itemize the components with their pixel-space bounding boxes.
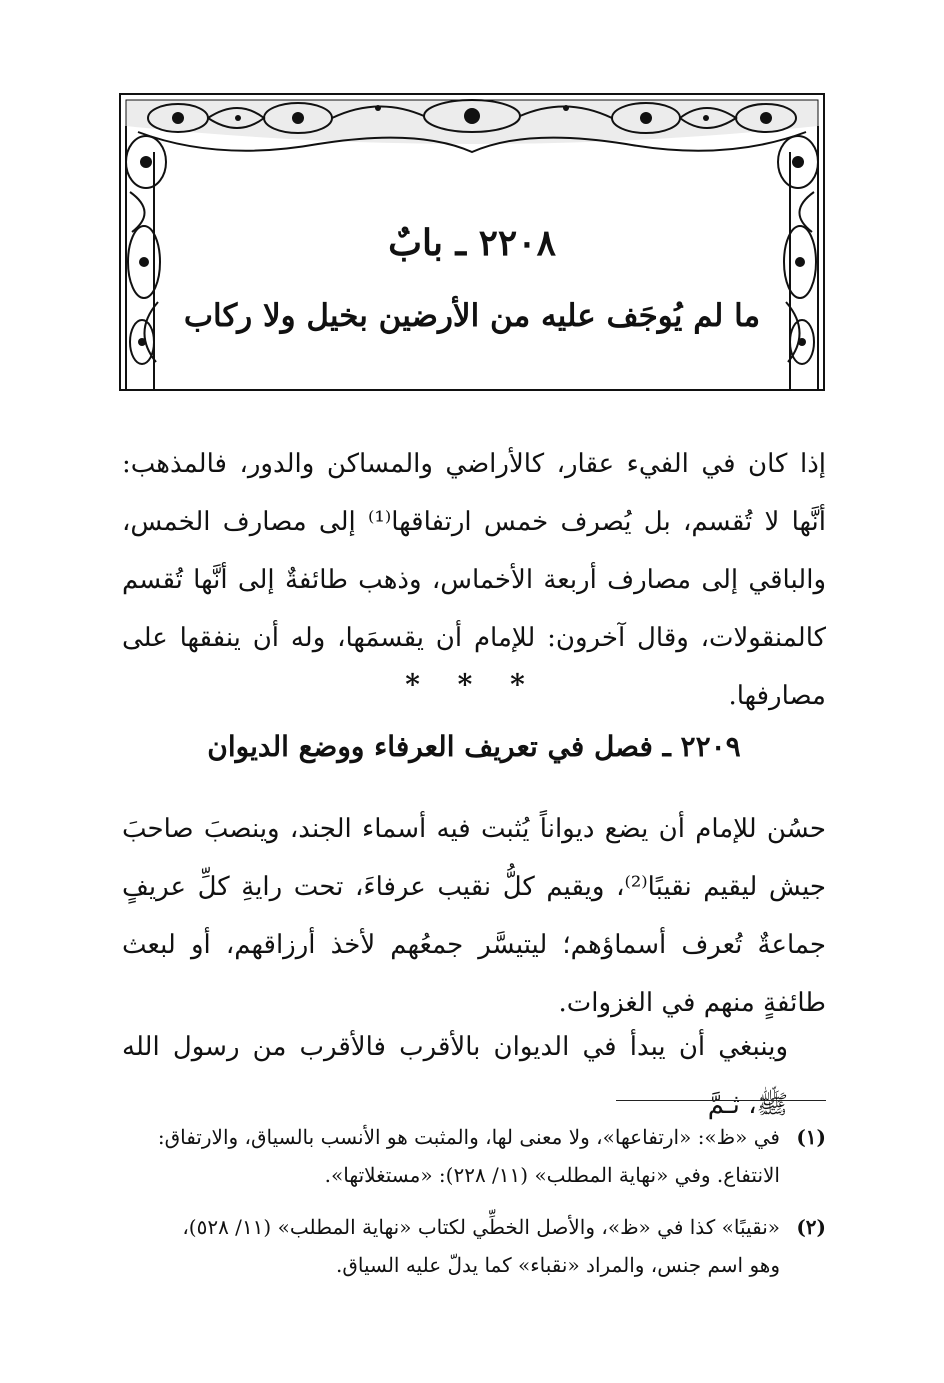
paragraph: حسُن للإمام أن يضع ديواناً يُثبت فيه أسماء الجند، وينصبَ صاحبَ جيش ليقيم نقيبًا⁽²⁾، ويقيم كلُّ نقيب عرفاءَ، تحت رايةِ كلِّ عريفٍ جماعةٌ تُعرف أسماؤهم؛ ليتيسَّر جمعُهم لأخذ أرزاقهم، أو لبعث طائفةٍ منهم في الغزوات. bbox=[122, 814, 827, 1018]
footnote-text: «نقيبًا» كذا في «ظ»، والأصل الخطِّي لكتاب «نهاية المطلب» (١١/ ٥٢٨)، bbox=[182, 1215, 780, 1239]
paragraph: إذا كان في الفيء عقار، كالأراضي والمساكن والدور، فالمذهب: أنَّها لا تُقسم، بل يُصرف خمس ارتفاقها⁽¹⁾ إلى مصارف الخمس، والباقي إلى مصارف أربعة الأخماس، وذهب طائفةٌ إلى أنَّها تُقسم كالمنقولات، وقال آخرون: للإمام أن يقسمَها، وله أن ينفقها على مصارفها. bbox=[122, 449, 826, 711]
footnote-divider bbox=[616, 1100, 826, 1101]
footnote-continuation: وهو اسم جنس، والمراد «نقباء» كما يدلّ عليه السياق. bbox=[335, 1253, 780, 1277]
footnote bbox=[122, 1118, 826, 1194]
chapter-subtitle: ما لم يُوجَف عليه من الأرضين بخيل ولا ركاب bbox=[183, 298, 761, 334]
footnote-line bbox=[122, 1118, 826, 1156]
footnote-number: (٢) bbox=[796, 1215, 826, 1239]
footnote-text: في «ظ»: «ارتفاعها»، ولا معنى لها، والمثبت هو الأنسب بالسياق، والارتفاق: bbox=[157, 1125, 780, 1149]
chapter-title: ٢٢٠٨ ـ بابٌ bbox=[388, 222, 556, 264]
section-heading: ٢٢٠٩ ـ فصل في تعريف العرفاء ووضع الديوان bbox=[207, 730, 741, 763]
section-separator: * * * bbox=[405, 668, 539, 701]
paragraph bbox=[122, 1018, 826, 1134]
footnote-number: (١) bbox=[796, 1125, 826, 1149]
footnote-line bbox=[122, 1208, 826, 1246]
ornamental-header-frame bbox=[118, 92, 826, 392]
footnote-continuation: الانتفاع. وفي «نهاية المطلب» (١١/ ٢٢٨): «مستغلاتها». bbox=[324, 1163, 780, 1187]
footnote bbox=[122, 1208, 826, 1284]
paragraph-text: وينبغي أن يبدأ في الديوان بالأقرب فالأقرب من رسول الله ﷺ، ثـمَّ bbox=[122, 1032, 788, 1120]
